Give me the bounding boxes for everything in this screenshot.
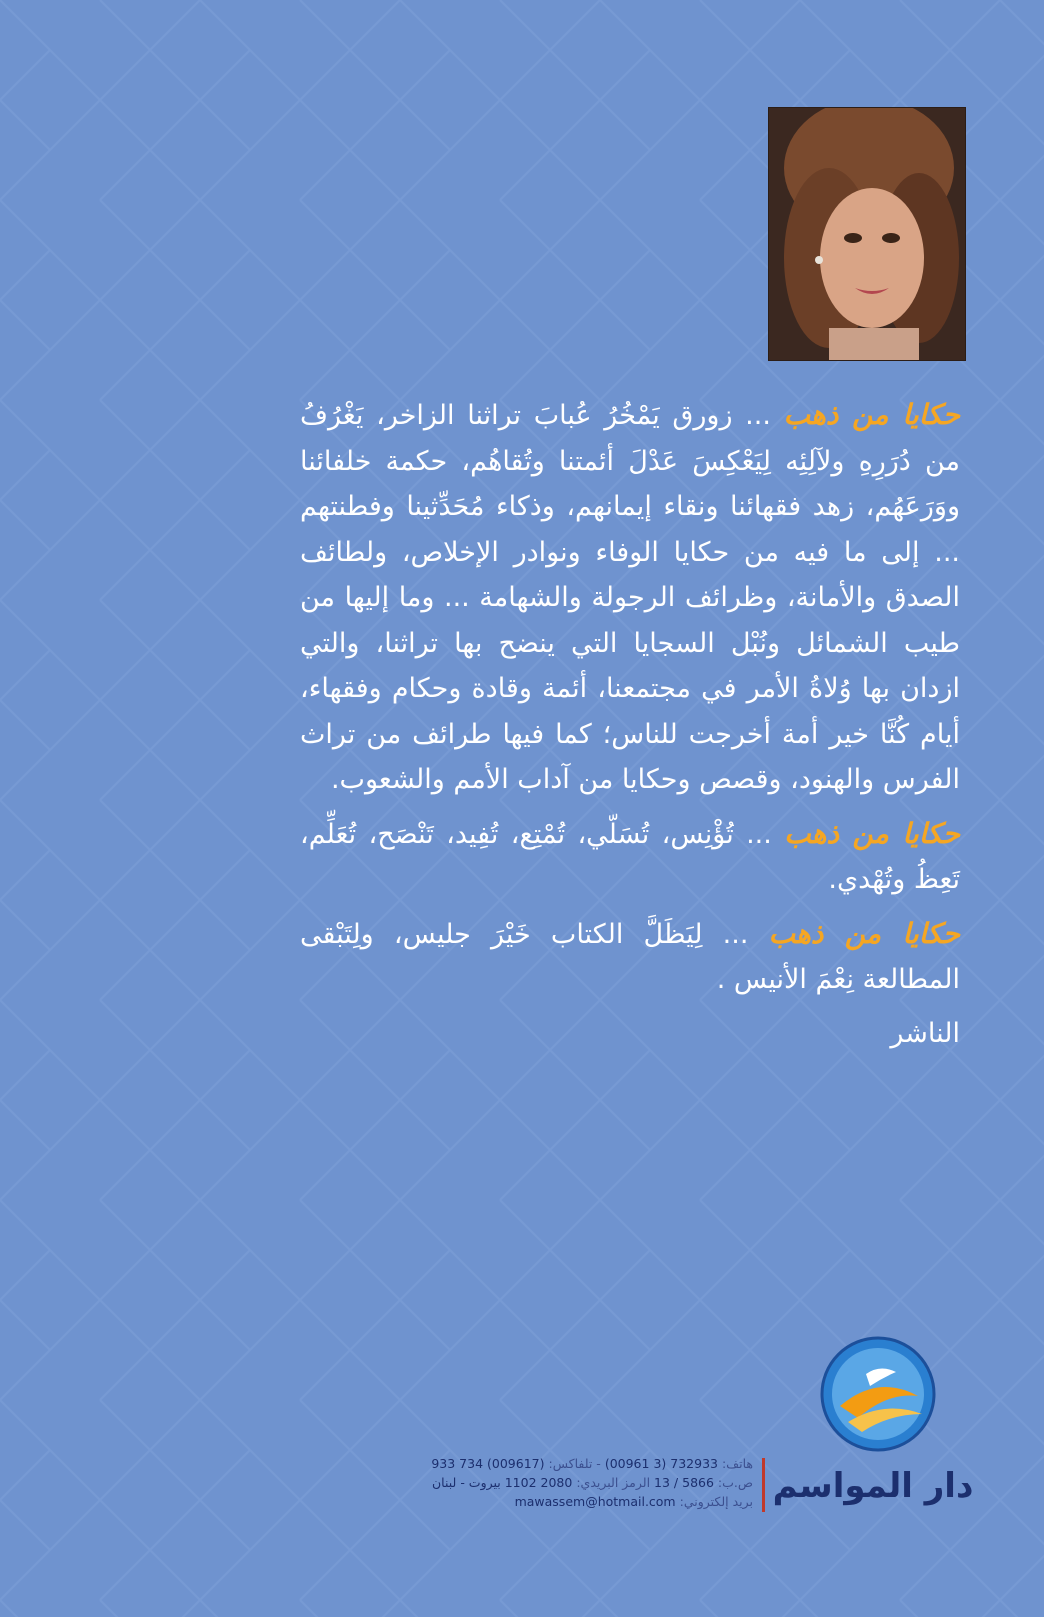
- pobox-value: 5866 / 13: [654, 1475, 714, 1490]
- postal-value: 2080 1102: [504, 1475, 573, 1490]
- fax-label: - تلفاكس:: [548, 1456, 601, 1471]
- description-paragraph-3: [300, 911, 960, 1003]
- book-title-mark: حكايا من ذهب: [784, 816, 960, 850]
- book-title-mark: حكايا من ذهب: [783, 398, 960, 431]
- phone-label: هاتف:: [721, 1456, 753, 1471]
- pobox-label: ص.ب:: [717, 1475, 753, 1490]
- city: بيروت - لبنان: [432, 1475, 501, 1490]
- back-cover-description: [300, 392, 960, 1056]
- email-value: mawassem@hotmail.com: [514, 1494, 676, 1509]
- book-title-mark: حكايا من ذهب: [768, 916, 960, 950]
- publisher-logo-icon: [818, 1334, 938, 1454]
- portrait-image: [769, 108, 965, 360]
- paragraph-1-text: ... زورق يَمْخُرُ عُبابَ تراثنا الزاخر، يَغْرُفُ من دُرَرِهِ ولآلِئِه لِيَعْكِسَ عَدْلَ أئمتنا وتُقاهُم، حكمة خلفائنا ووَرَعَهُم، زهد فقهائنا ونقاء إيمانهم، وذكاء مُحَدِّثينا وفطنتهم ... إلى ما فيه من حكايا الوفاء ونوادر الإخلاص، ولطائف الصدق والأمانة، وظرائف الرجولة والشهامة ... وما إليها من طيب الشمائل ونُبْل السجايا التي ينضح بها تراثنا، والتي ازدان بها وُلاةُ الأمر في مجتمعنا، أئمة وقادة وحكام وفقهاء، أيام كُنَّا خير أمة أخرجت للناس؛ كما فيها طرائف من تراث الفرس والهنود، وقصص وحكايا من آداب الأمم والشعوب.: [300, 400, 960, 795]
- email-label: بريد إلكتروني:: [679, 1494, 753, 1509]
- postal-label: الرمز البريدي:: [576, 1475, 651, 1490]
- fax-value: (009617) 734 933: [431, 1456, 545, 1471]
- contact-line-email: [355, 1492, 753, 1511]
- publisher-contact: [355, 1454, 753, 1511]
- paragraph-3-text: ... لِيَظَلَّ الكتاب خَيْرَ جليس، ولِتَبْقى المطالعة نِعْمَ الأنيس .: [300, 918, 960, 995]
- phone-value: 732933 (3 00961): [604, 1456, 718, 1471]
- contact-line-address: [355, 1473, 753, 1492]
- publisher-signature: الناشر: [890, 1017, 960, 1049]
- logo-divider: [762, 1458, 765, 1512]
- description-paragraph-2: [300, 811, 960, 903]
- publisher-name: دار المواسم: [772, 1466, 974, 1506]
- paragraph-2-text: ... تُؤْنِس، تُسَلّي، تُمْتِع، تُفِيد، تَنْصَح، تُعَلِّم، تَعِظُ وتُهْدي.: [300, 818, 960, 895]
- description-paragraph-1: [300, 392, 960, 803]
- author-portrait: [768, 107, 966, 361]
- contact-line-phone: [355, 1454, 753, 1473]
